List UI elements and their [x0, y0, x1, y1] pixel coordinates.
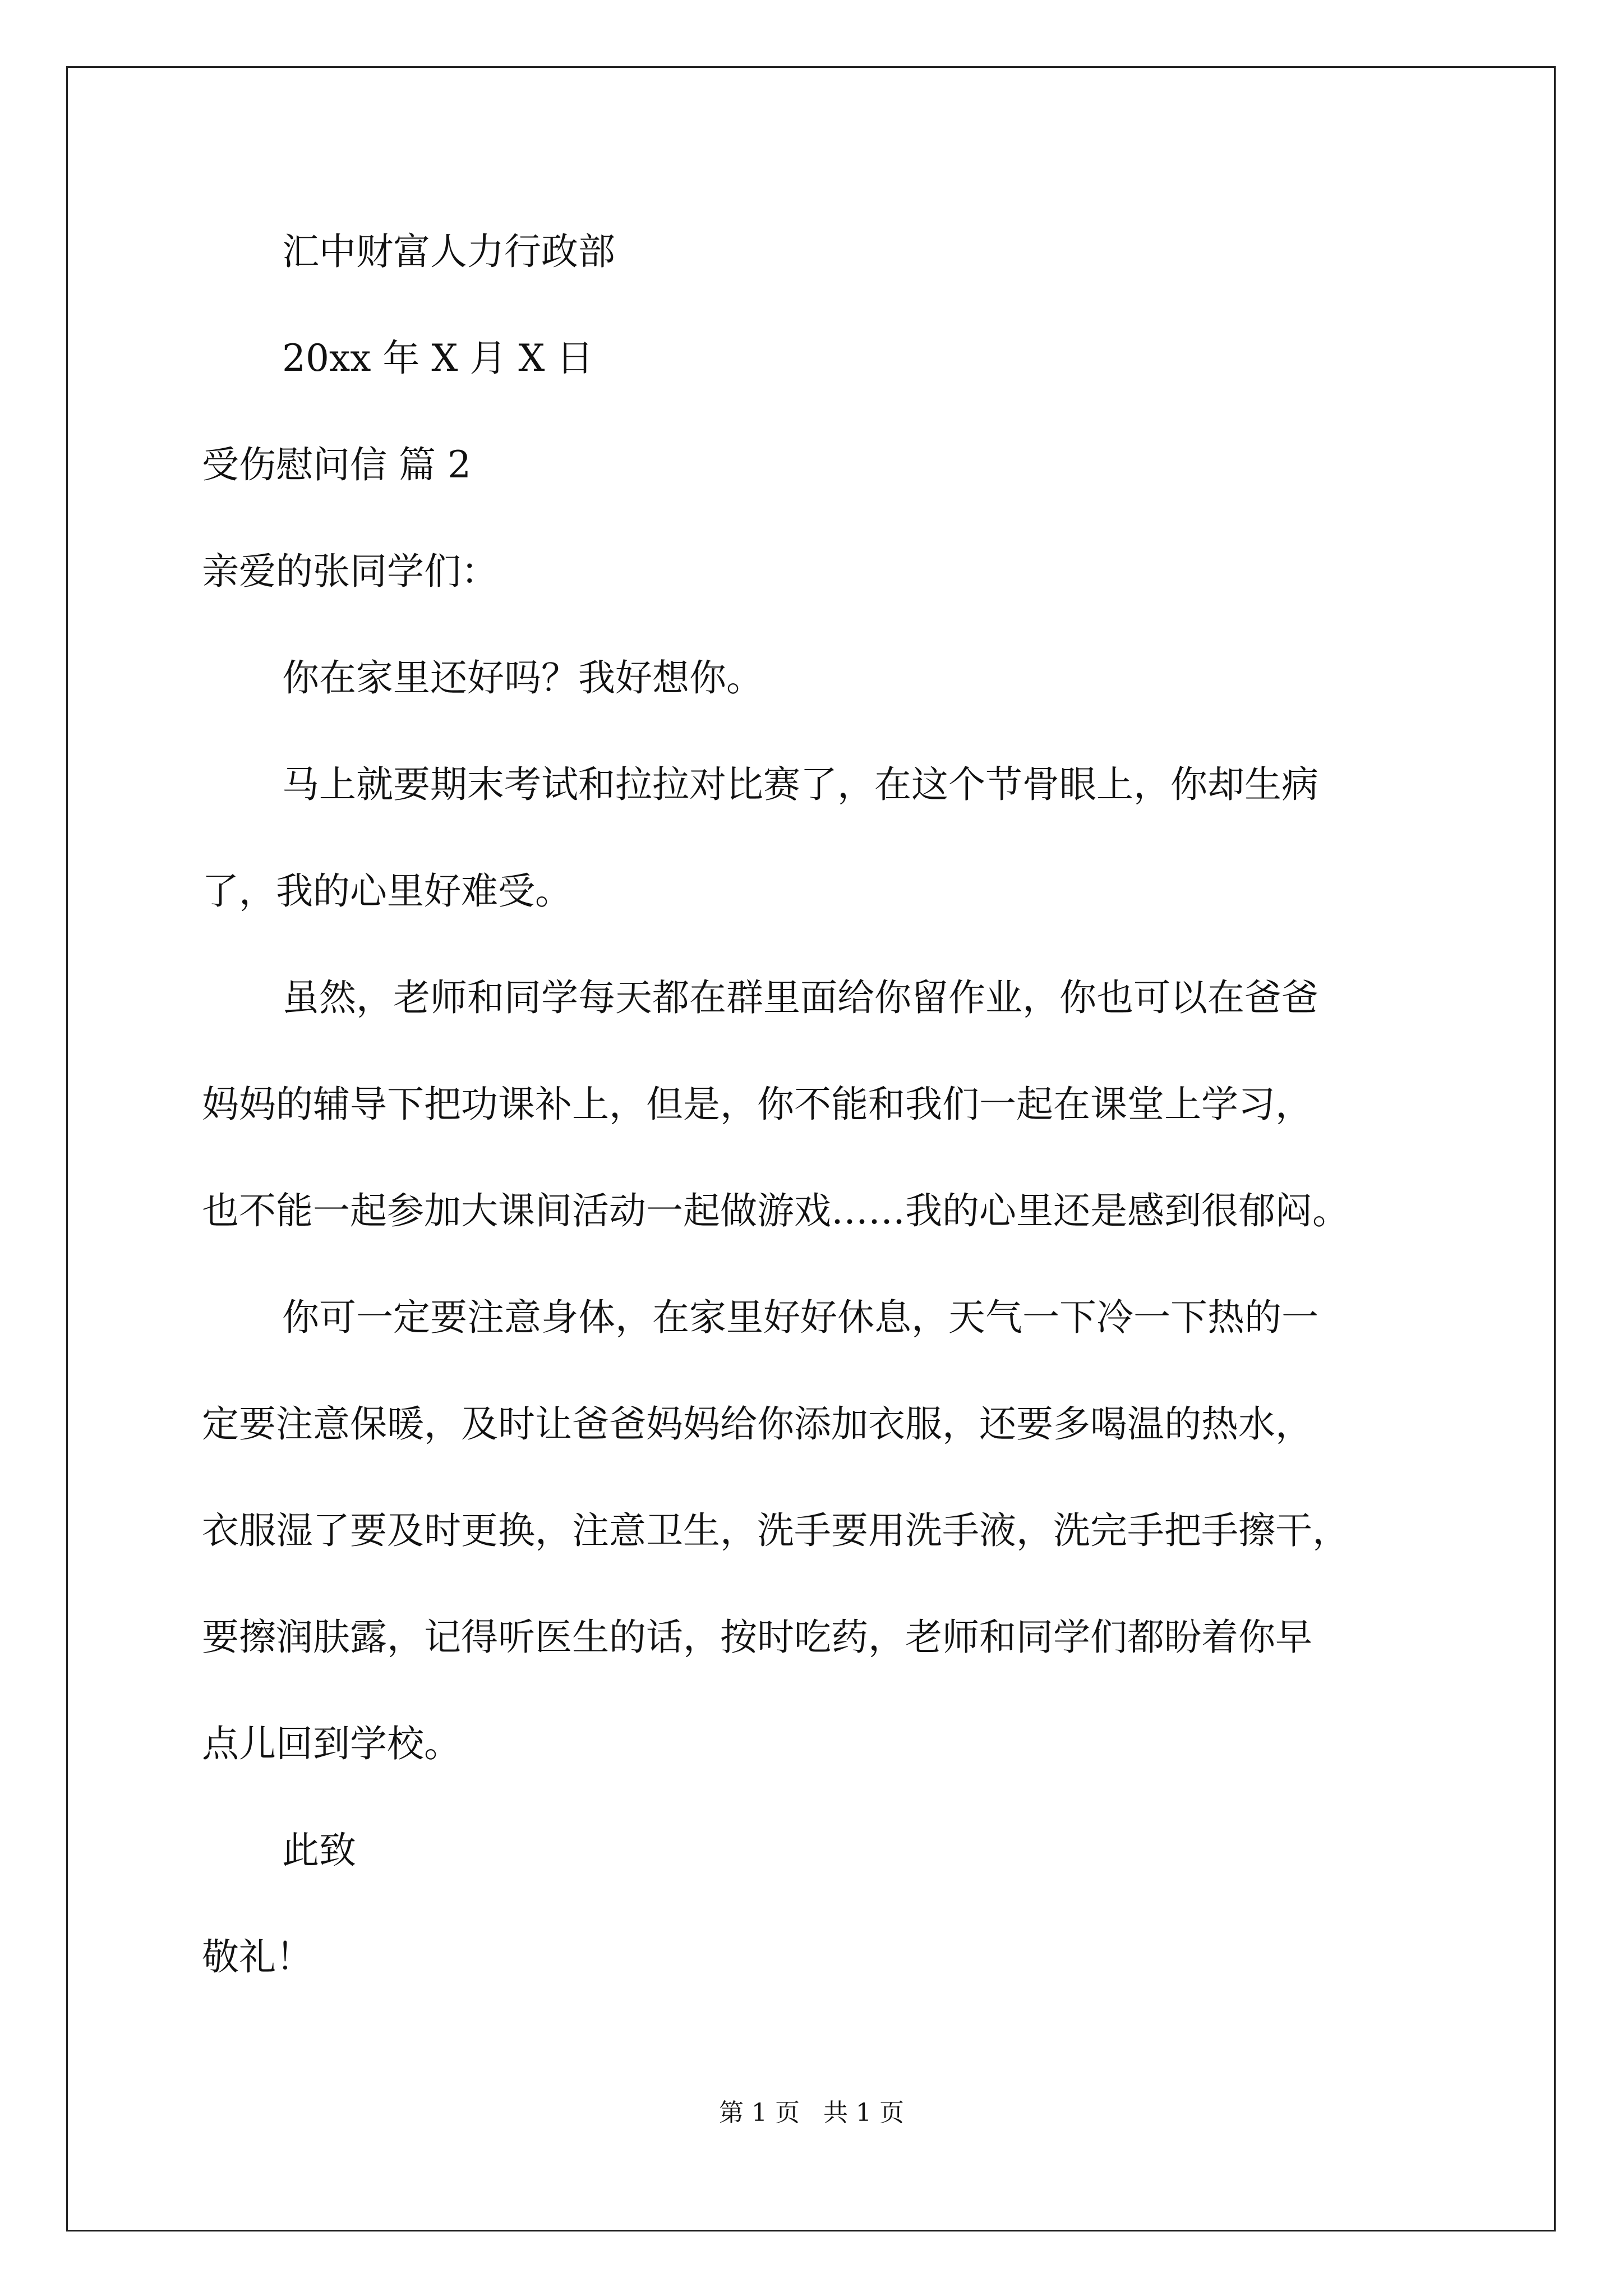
sender-line: 汇中财富人力行政部 — [282, 230, 615, 273]
salutation: 亲爱的张同学们： — [202, 550, 498, 593]
paragraph-3-line-2: 妈妈的辅导下把功课补上，但是，你不能和我们一起在课堂上学习， — [202, 1083, 1312, 1126]
paragraph-3-line-1: 虽然，老师和同学每天都在群里面给你留作业，你也可以在爸爸 — [282, 976, 1318, 1019]
page-footer: 第 1 页 共 1 页 — [719, 2099, 904, 2127]
paragraph-1: 你在家里还好吗？我好想你。 — [282, 656, 763, 700]
section-title: 受伤慰问信 篇 2 — [202, 443, 471, 486]
closing-line-2: 敬礼！ — [202, 1935, 313, 1978]
paragraph-2-line-2: 了，我的心里好难受。 — [202, 869, 572, 913]
page-border — [66, 66, 1556, 2231]
paragraph-4-line-3: 衣服湿了要及时更换，注意卫生，洗手要用洗手液，洗完手把手擦干， — [202, 1509, 1349, 1552]
date-line: 20xx 年 X 月 X 日 — [282, 337, 594, 380]
paragraph-2-line-1: 马上就要期末考试和拉拉对比赛了，在这个节骨眼上，你却生病 — [282, 763, 1318, 806]
paragraph-4-line-2: 定要注意保暖，及时让爸爸妈妈给你添加衣服，还要多喝温的热水， — [202, 1402, 1312, 1446]
paragraph-3-line-3: 也不能一起参加大课间活动一起做游戏……我的心里还是感到很郁闷。 — [202, 1189, 1349, 1232]
paragraph-4-line-5: 点儿回到学校。 — [202, 1722, 461, 1765]
paragraph-4-line-1: 你可一定要注意身体，在家里好好休息，天气一下冷一下热的一 — [282, 1296, 1318, 1339]
closing-line-1: 此致 — [282, 1829, 356, 1872]
paragraph-4-line-4: 要擦润肤露，记得听医生的话，按时吃药，老师和同学们都盼着你早 — [202, 1616, 1312, 1659]
